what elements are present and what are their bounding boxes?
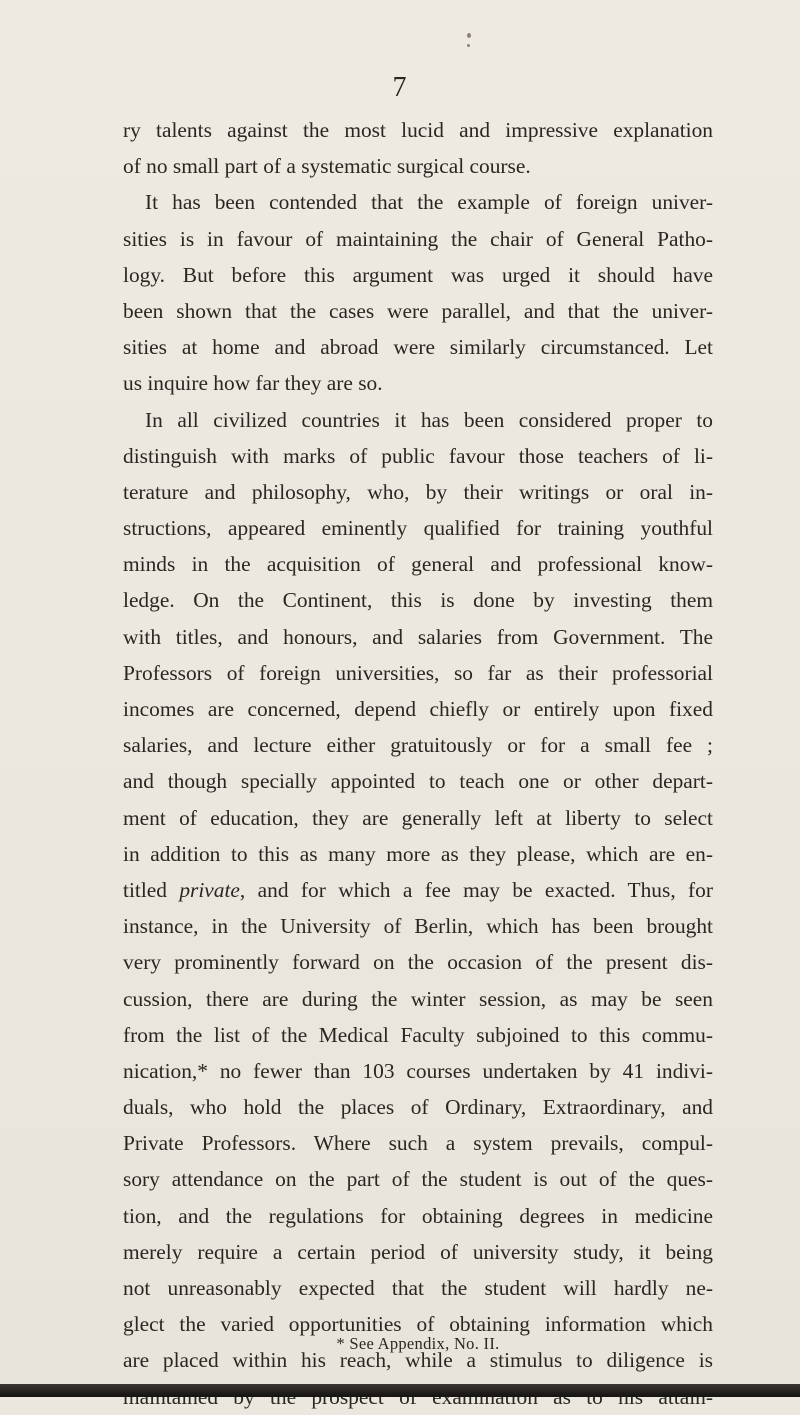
text-line: [123, 872, 713, 908]
text-line: and though specially appointed to teach one or other depart-: [123, 769, 713, 794]
text-line: not unreasonably expected that the student will hardly ne-: [123, 1276, 713, 1300]
text-line: nication,* no fewer than 103 courses undertaken by 41 indivi-: [123, 1058, 713, 1083]
paper-speck: [467, 33, 471, 38]
text-run: titled: [123, 877, 180, 902]
text-line: ledge. On the Continent, this is done by investing them: [123, 588, 713, 613]
text-line: Private Professors. Where such a system prevails, compul-: [123, 1131, 713, 1156]
text-line: terature and philosophy, who, by their writings or oral in-: [123, 479, 713, 504]
text-line: In all civilized countries it has been considered proper to: [145, 407, 713, 432]
text-line: been shown that the cases were parallel, and that the univer-: [123, 298, 713, 323]
text-line: instance, in the University of Berlin, which has been brought: [123, 914, 713, 939]
text-line: Professors of foreign universities, so far as their professorial: [123, 660, 713, 685]
text-line: duals, who hold the places of Ordinary, Extraordinary, and: [123, 1095, 713, 1120]
text-line: structions, appeared eminently qualified for training youthful: [123, 516, 713, 541]
body-text: [123, 112, 713, 1415]
text-line: of no small part of a systematic surgical course.: [123, 154, 531, 179]
text-line: glect the varied opportunities of obtaining information which: [123, 1312, 713, 1337]
text-run: , and for which a fee may be exacted. Thus, for: [239, 877, 713, 902]
text-line: with titles, and honours, and salaries from Government. The: [123, 624, 713, 649]
text-line: sities at home and abroad were similarly circumstanced. Let: [123, 335, 713, 360]
page-edge-shadow: [0, 1384, 800, 1397]
text-line: distinguish with marks of public favour those teachers of li-: [123, 443, 713, 468]
text-line: tion, and the regulations for obtaining degrees in medicine: [123, 1203, 713, 1228]
text-line: logy. But before this argument was urged it should have: [123, 262, 713, 287]
text-line: from the list of the Medical Faculty subjoined to this commu-: [123, 1022, 713, 1047]
text-line: salaries, and lecture either gratuitously or for a small fee ;: [123, 733, 713, 758]
text-line: incomes are concerned, depend chiefly or entirely upon fixed: [123, 697, 713, 721]
text-line: merely require a certain period of university study, it being: [123, 1239, 713, 1264]
text-line: sities is in favour of maintaining the chair of General Patho-: [123, 226, 713, 251]
footnote: * See Appendix, No. II.: [336, 1334, 500, 1353]
text-line: very prominently forward on the occasion of the present dis-: [123, 950, 713, 975]
italic-word: private: [179, 877, 240, 902]
text-line: are placed within his reach, while a stimulus to diligence is: [123, 1348, 713, 1373]
paper-speck: [467, 44, 470, 47]
text-line: ment of education, they are generally left at liberty to select: [123, 805, 713, 830]
page-number: 7: [392, 72, 408, 103]
text-line: us inquire how far they are so.: [123, 371, 383, 396]
text-line: in addition to this as many more as they please, which are en-: [123, 841, 713, 866]
text-line: minds in the acquisition of general and professional know-: [123, 552, 713, 577]
text-line: It has been contended that the example of foreign univer-: [145, 190, 713, 215]
text-line: sory attendance on the part of the student is out of the ques-: [123, 1167, 713, 1192]
text-line: cussion, there are during the winter session, as may be seen: [123, 986, 713, 1011]
text-line: ry talents against the most lucid and impressive explanation: [123, 118, 713, 142]
